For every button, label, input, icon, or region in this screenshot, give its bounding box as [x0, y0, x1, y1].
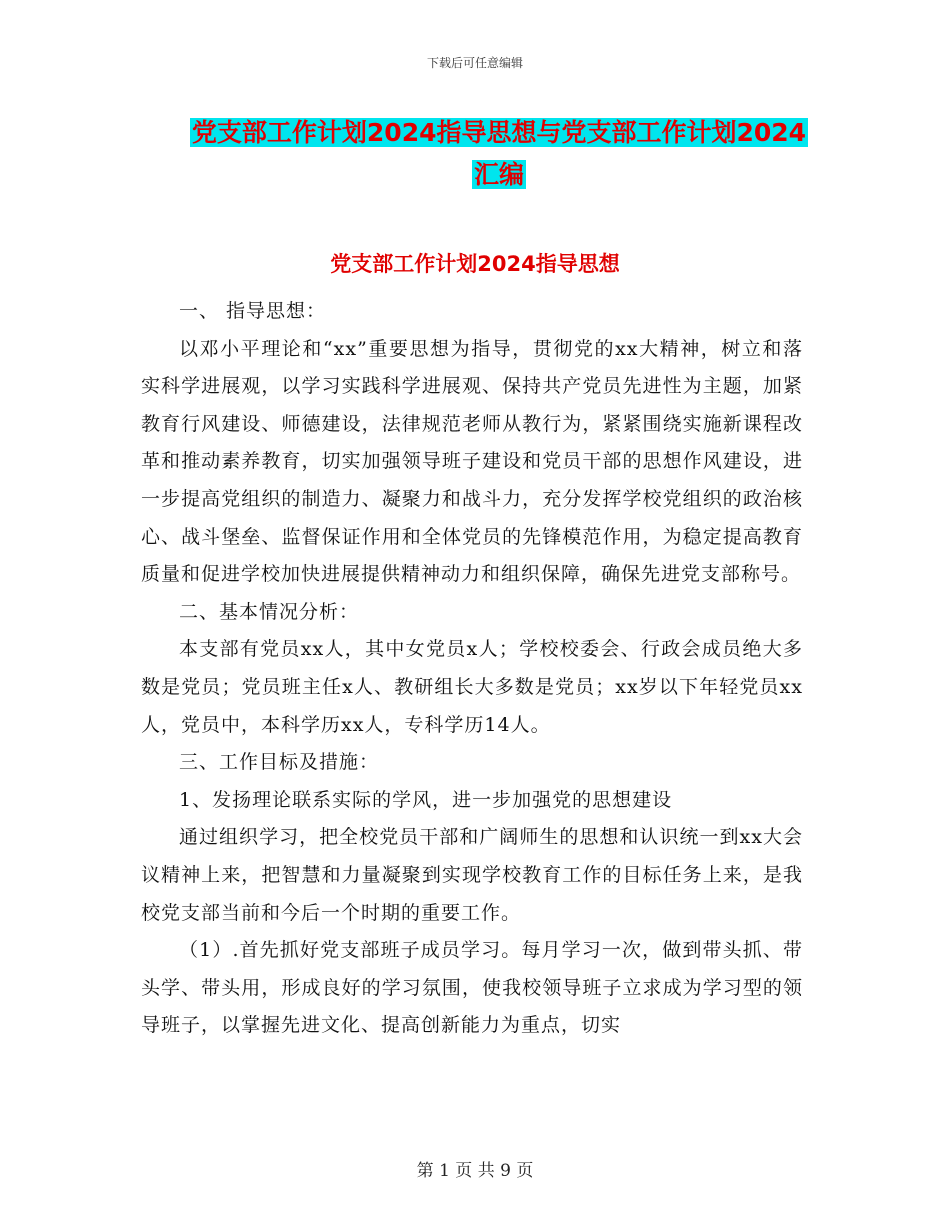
paragraph: 本支部有党员xx人，其中女党员x人；学校校委会、行政会成员绝大多数是党员；党员班主任x人、教研组长大多数是党员；xx岁以下年轻党员xx人，党员中，本科学历xx人，专科学历14人。	[141, 638, 803, 736]
page-footer: 第 1 页 共 9 页	[416, 1161, 534, 1181]
body-text	[141, 293, 803, 1045]
paragraph-heading-1: 一、 指导思想：	[179, 300, 327, 322]
paragraph-heading-2: 二、基本情况分析：	[179, 600, 360, 623]
paragraph-heading-3: 三、工作目标及措施：	[179, 751, 380, 774]
paragraph: （1）.首先抓好党支部班子成员学习。每月学习一次，做到带头抓、带头学、带头用，形成良好的学习氛围，使我校领导班子立求成为学习型的领导班子，以掌握先进文化、提高创新能力为重点，切实	[141, 939, 803, 1037]
document-title	[186, 112, 812, 196]
paragraph: 以邓小平理论和“xx”重要思想为指导，贯彻党的xx大精神，树立和落实科学进展观，以学习实践科学进展观、保持共产党员先进性为主题，加紧教育行风建设、师德建设，法律规范老师从教行为，紧紧围绕实施新课程改革和推动素养教育，切实加强领导班子建设和党员干部的思想作风建设，进一步提高党组织的制造力、凝聚力和战斗力，充分发挥学校党组织的政治核心、战斗堡垒、监督保证作用和全体党员的先锋模范作用，为稳定提高教育质量和促进学校加快进展提供精神动力和组织保障，确保先进党支部称号。	[141, 337, 803, 586]
document-title-line-2: 汇编	[473, 160, 524, 189]
header-note: 下载后可任意编辑	[426, 56, 523, 70]
document-title-line-1: 党支部工作计划2024指导思想与党支部工作计划2024	[191, 118, 807, 147]
paragraph: 通过组织学习，把全校党员干部和广阔师生的思想和认识统一到xx大会议精神上来，把智慧和力量凝聚到实现学校教育工作的目标任务上来，是我校党支部当前和今后一个时期的重要工作。	[141, 826, 803, 924]
paragraph-subheading: 1、发扬理论联系实际的学风，进一步加强党的思想建设	[179, 788, 673, 811]
section-title: 党支部工作计划2024指导思想	[330, 252, 620, 276]
